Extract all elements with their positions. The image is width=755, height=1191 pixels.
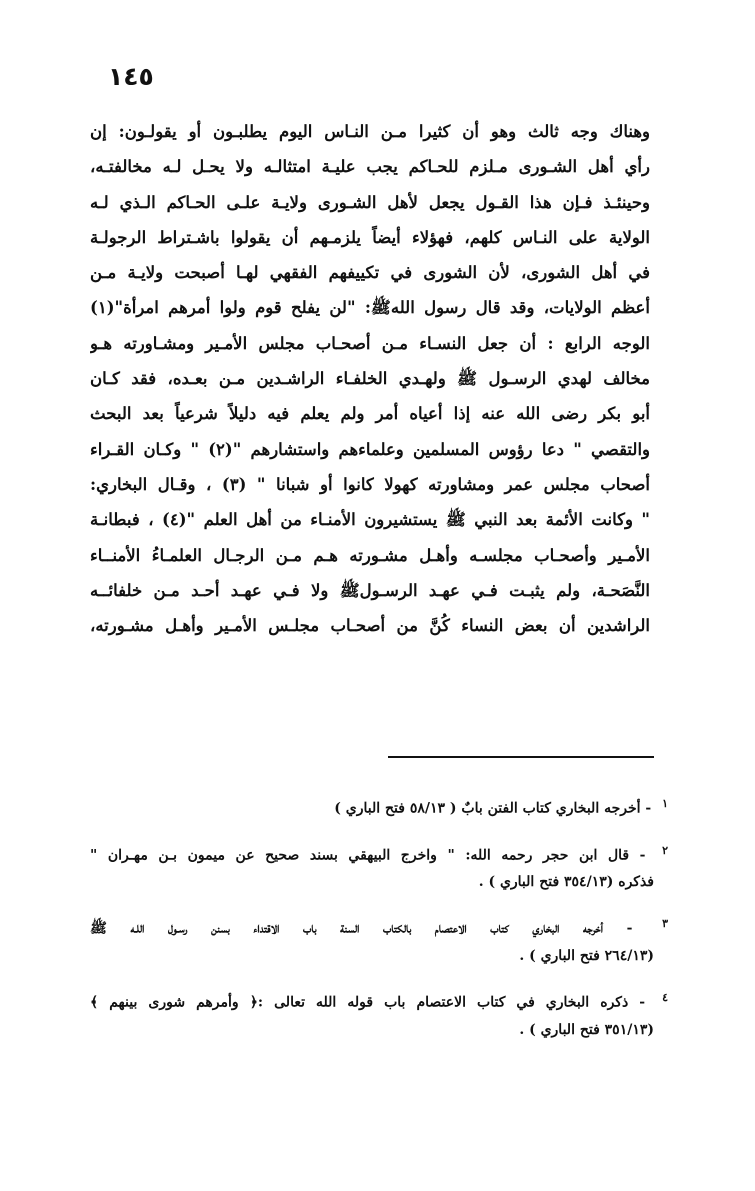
text-line: أعظم الولايات، وقد قال رسول اللهﷺ: "لن يفلح قوم ولوا أمرهم امرأة"(١) [90,298,650,318]
footnote-text: (٢٦٤/١٣ فتح الباري ) . [519,947,654,964]
footnote-text: فذكره (٣٥٤/١٣ فتح الباري ) . [478,874,654,891]
footnotes-section [90,790,668,1058]
footnote-2 [90,837,668,897]
footnote-number: ١ [662,797,668,810]
text-line: وحينئـذ فـإن هذا القـول يجعل لأهل الشـورى ولايـة علـى الحـاكم الـذي لـه [90,192,650,212]
page-number: ١٤٥ [108,62,154,91]
text-line: الراشدين أن بعض النساء كُنَّ من أصحـاب مجلـس الأمـير وأهـل مشـورته، [90,616,650,636]
text-line: أبو بكر رضى الله عنه إذا أعياه أمر ولم يعلم فيه دليلاً شرعياً بعد البحث [90,404,650,424]
text-line: الأمـير وأصحـاب مجلسـه وأهـل مشـورته هـم مـن الرجـال العلمـاءُ الأمنــاء [90,545,650,565]
footnote-text: (٣٥١/١٣ فتح الباري ) . [519,1021,654,1038]
footnote-1 [90,790,668,823]
footnote-number: ٣ [662,917,668,931]
text-line: النَّصَحـة، ولم يثبـت فـي عهـد الرسـولﷺ ولا فـي عهـد أحـد مـن خلفائــه [90,580,650,600]
footnote-text: - أخرجه البخاري كتاب الاعتصام بالكتاب السنة باب الاقتداء بسنن رسـول اللـه ﷺ [90,920,633,937]
text-line: الولاية على النـاس كلهم، فهؤلاء أيضاً يلزمـهم أن يقولوا باشـتراط الرجولـة [90,227,650,247]
text-line: أصحاب مجلس عمر ومشاورته كهولا كانوا أو شبانا " (٣) ، وقـال البخاري: [90,474,650,494]
footnote-divider [388,756,654,758]
text-line: والتقصي " دعا رؤوس المسلمين وعلماءهم واستشارهم "(٢) " وكـان القـراء [90,439,650,459]
footnote-text: - ذكره البخاري في كتاب الاعتصام باب قوله الله تعالى :﴿ وأمرهم شورى بينهم ﴾ [90,994,646,1011]
text-line: في أهل الشورى، لأن الشورى في تكييفهم الفقهي لهـا أصبحت ولايـة مـن [90,263,650,283]
footnote-3 [90,910,668,970]
text-line: الوجه الرابع : أن جعل النسـاء مـن أصحـاب مجلس الأمـير ومشـاورته هـو [90,333,650,353]
text-line: رأي أهل الشـورى مـلزم للحـاكم يجب عليـة امتثالـه ولا يحـل لـه مخالفتـه، [90,157,650,177]
text-line: مخالف لهدي الرسـول ﷺ ولهـدي الخلفـاء الراشـدين مـن بعـده، فقد كـان [90,369,650,389]
footnote-4 [90,984,668,1044]
footnote-number: ٤ [662,990,668,1004]
main-text [90,114,650,643]
text-line: " وكانت الأئمة بعد النبي ﷺ يستشيرون الأمنـاء من أهل العلم "(٤) ، فبطانـة [90,510,650,530]
footnote-number: ٢ [662,843,668,857]
text-line: وهناك وجه ثالث وهو أن كثيرا مـن النـاس اليوم يطلبـون أو يقولـون: إن [90,122,650,141]
footnote-text: - قال ابن حجر رحمه الله: " واخرج البيهقي بسند صحيح عن ميمون بـن مهـران " [90,847,646,864]
footnote-text: - أخرجه البخاري كتاب الفتن بابٌ ( ٥٨/١٣ فتح الباري ) [334,800,652,817]
